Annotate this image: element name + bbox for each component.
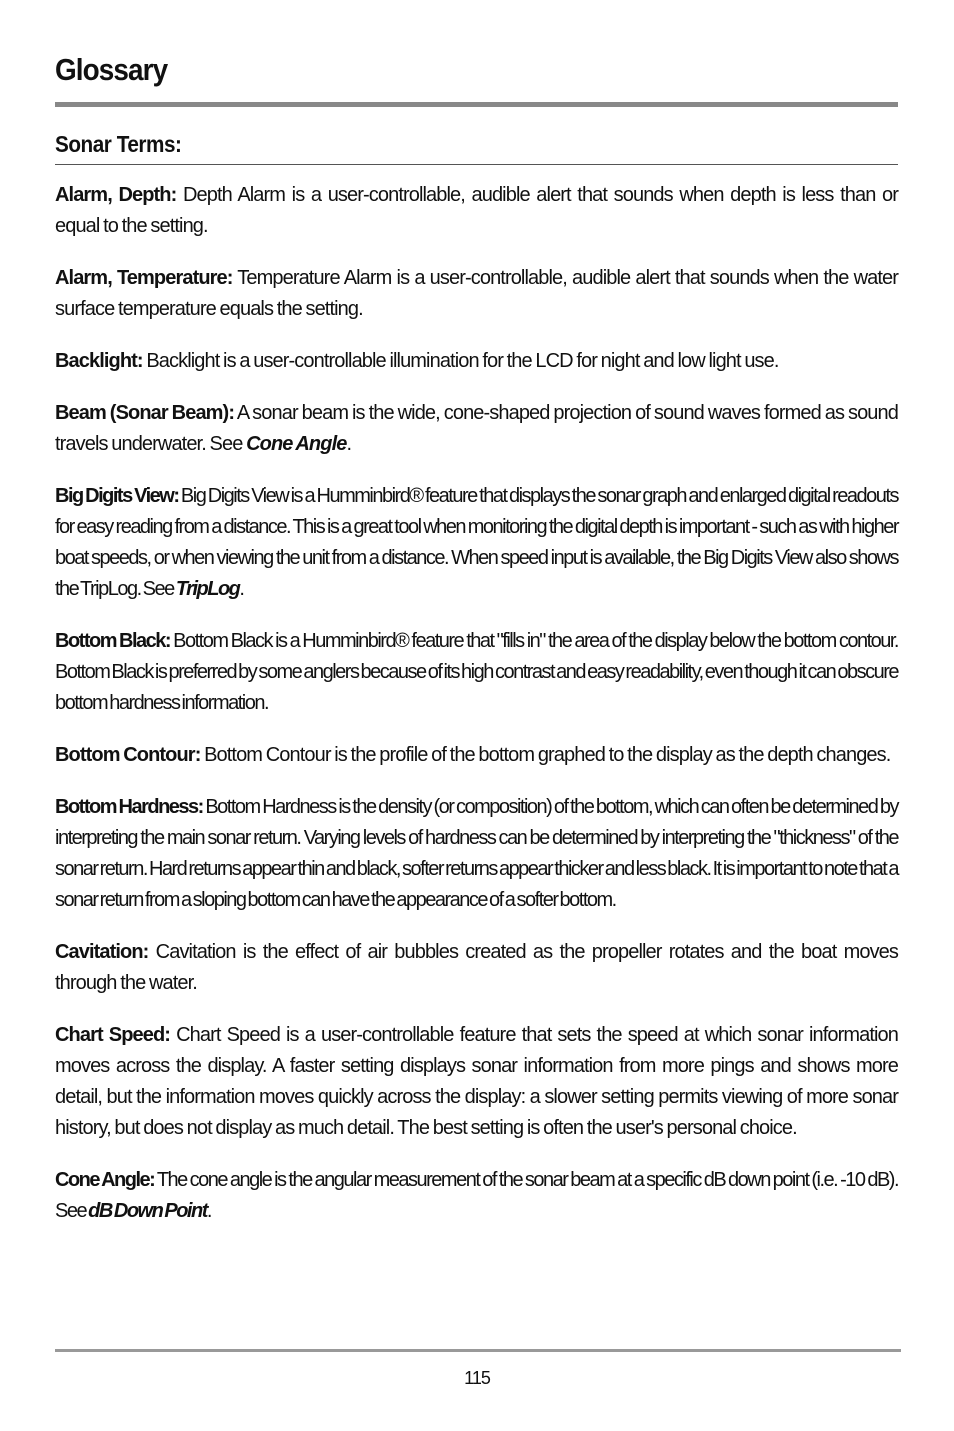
cross-reference-link: dB Down Point bbox=[88, 1200, 207, 1222]
cross-reference-link: Cone Angle bbox=[246, 433, 347, 455]
glossary-entry-alarm-temperature bbox=[55, 263, 898, 325]
glossary-entry-beam bbox=[55, 398, 898, 460]
glossary-term: Alarm, Depth: bbox=[55, 184, 177, 206]
glossary-entries bbox=[55, 180, 898, 1248]
page-number: 115 bbox=[464, 1368, 490, 1388]
glossary-term: Big Digits View: bbox=[55, 485, 179, 507]
cross-reference-link: TripLog bbox=[175, 578, 240, 600]
title-divider bbox=[55, 102, 898, 107]
glossary-term: Cone Angle: bbox=[55, 1169, 155, 1191]
glossary-term: Bottom Contour: bbox=[55, 744, 201, 766]
glossary-entry-chart-speed bbox=[55, 1020, 898, 1144]
glossary-entry-big-digits-view bbox=[55, 481, 898, 605]
glossary-entry-bottom-hardness bbox=[55, 792, 898, 916]
definition-end: . bbox=[346, 433, 352, 455]
glossary-definition: Bottom Hardness is the density (or composition) of the bottom, which can often be determined by interpreting the main sonar return. Varying levels of hardness can be determined by interpreting the "thickness" of the sonar return. Hard returns appear thin and black, softer returns appear thicker and less black. It is important to note that a sonar return from a sloping bottom can have the appearance of a softer bottom. bbox=[55, 796, 898, 911]
footer-divider bbox=[55, 1349, 901, 1352]
definition-end: . bbox=[206, 1200, 211, 1222]
glossary-entry-alarm-depth bbox=[55, 180, 898, 242]
glossary-term: Cavitation: bbox=[55, 941, 149, 963]
glossary-term: Alarm, Temperature: bbox=[55, 267, 233, 289]
glossary-term: Chart Speed: bbox=[55, 1024, 171, 1046]
glossary-definition: Cavitation is the effect of air bubbles created as the propeller rotates and the boat moves through the water. bbox=[55, 941, 898, 994]
glossary-term: Bottom Hardness: bbox=[55, 796, 203, 818]
glossary-definition: A sonar beam is the wide, cone-shaped projection of sound waves formed as sound travels underwater. See bbox=[55, 402, 898, 455]
section-divider bbox=[55, 164, 898, 165]
glossary-entry-backlight bbox=[55, 346, 898, 377]
glossary-definition: Big Digits View is a Humminbird® feature that displays the sonar graph and enlarged digital readouts for easy reading from a distance. This is a great tool when monitoring the digital depth is important - such as with higher boat speeds, or when viewing the unit from a distance. When speed input is available, the Big Digits View also shows the TripLog. See bbox=[55, 485, 898, 600]
glossary-definition: Chart Speed is a user-controllable feature that sets the speed at which sonar information moves across the display. A faster setting displays sonar information from more pings and shows more detail, but the information moves quickly across the display: a slower setting permits viewing of more sonar history, but does not display as much detail. The best setting is often the user's personal choice. bbox=[55, 1024, 899, 1139]
glossary-definition: Temperature Alarm is a user-controllable, audible alert that sounds when the water surface temperature equals the setting. bbox=[55, 267, 899, 320]
glossary-definition: Bottom Contour is the profile of the bottom graphed to the display as the depth changes. bbox=[200, 744, 891, 766]
glossary-definition: Backlight is a user-controllable illumination for the LCD for night and low light use. bbox=[142, 350, 779, 372]
glossary-definition: Depth Alarm is a user-controllable, audible alert that sounds when depth is less than or equal to the setting. bbox=[55, 184, 898, 237]
glossary-entry-bottom-contour bbox=[55, 740, 898, 771]
definition-end: . bbox=[239, 578, 244, 600]
glossary-definition: The cone angle is the angular measurement of the sonar beam at a specific dB down point (i.e. -10 dB). See bbox=[55, 1169, 898, 1222]
glossary-term: Beam (Sonar Beam): bbox=[55, 402, 235, 424]
glossary-entry-cavitation bbox=[55, 937, 898, 999]
glossary-entry-bottom-black bbox=[55, 626, 898, 719]
glossary-term: Bottom Black: bbox=[55, 630, 171, 652]
page-title: Glossary bbox=[55, 52, 168, 87]
section-title: Sonar Terms: bbox=[55, 131, 182, 157]
glossary-term: Backlight: bbox=[55, 350, 143, 372]
glossary-entry-cone-angle bbox=[55, 1165, 898, 1227]
glossary-definition: Bottom Black is a Humminbird® feature that "fills in" the area of the display below the bottom contour. Bottom Black is preferred by some anglers because of its high contrast and easy readability, even though it can obscure bottom hardness information. bbox=[55, 630, 898, 714]
